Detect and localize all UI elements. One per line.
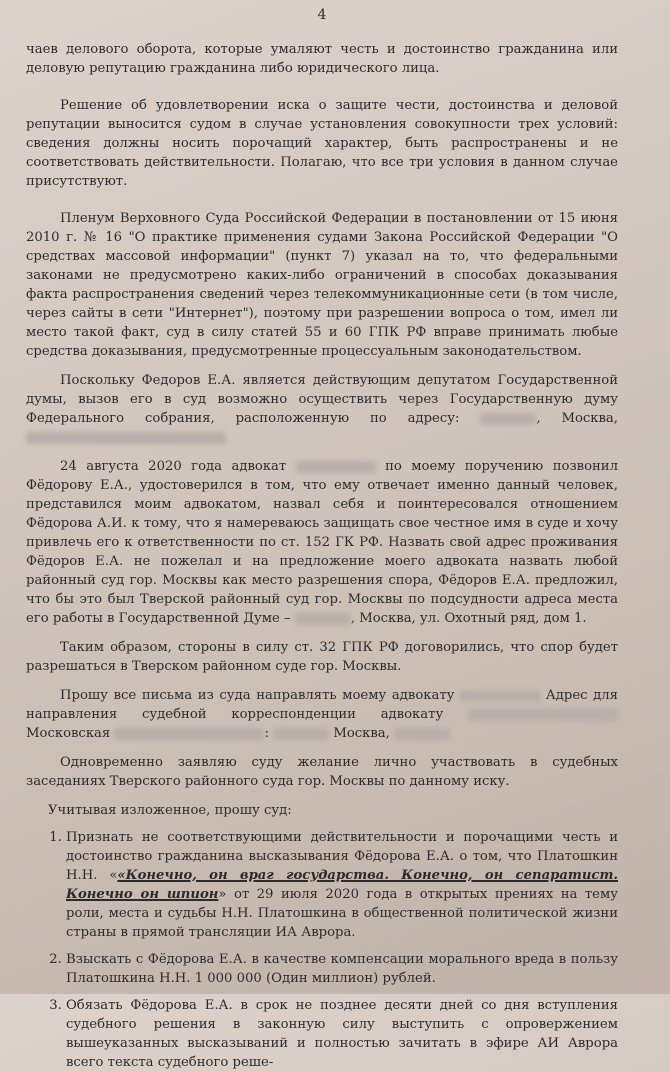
correspondence-city: Москва, [333, 726, 390, 741]
correspondence-address-label: Адрес для направления судебной корреспонденции адвокату [26, 688, 618, 722]
correspondence-text: Прошу все письма из суда направлять моему адвокату [60, 688, 455, 703]
page-number: 4 [317, 7, 327, 23]
redacted-postal-code-2 [273, 728, 329, 740]
paragraph-personal-participation: Одновременно заявляю суду желание лично участвовать в судебных заседаниях Тверского районного суда гор. Москвы по данному иску. [26, 755, 618, 789]
request-3-text: Обязать Фёдорова Е.А. в срок не позднее десяти дней со дня вступления судебного решения в законную силу выступить с опровержением вышеуказанных высказываний и полностью зачитать в эфире АИ Аврора всего текста судебного реше- [66, 998, 618, 1070]
request-item-2 [66, 950, 618, 988]
requests-list [26, 828, 618, 1072]
request-1-quote: «Конечно, он враг государства. Конечно, он сепаратист. Конечно он шпион [66, 868, 618, 902]
redacted-street-address [394, 728, 450, 740]
paragraph-correspondence [26, 686, 618, 743]
paragraph-lawyer-call [26, 457, 618, 628]
redacted-bar-association [114, 728, 264, 740]
request-item-1 [66, 828, 618, 942]
request-2-text: Взыскать с Фёдорова Е.А. в качестве компенсации морального вреда в пользу Платошкина Н.Н. 1 000 000 (Один миллион) рублей. [66, 952, 618, 986]
lawyer-call-date: 24 августа 2020 года адвокат [60, 459, 287, 474]
request-1-text-before: Признать не соответствующими действительности и порочащими честь и достоинство гражданина высказывания Фёдорова Е.А. о том, что Платошкин Н.Н. « [66, 830, 618, 883]
lawyer-call-text: по моему поручению позвонил Фёдорову Е.А., удостоверился в том, что ему отвечает именно данный человек, представился моим адвокатом, назвал себя и поинтересовался отношением Фёдорова А.И. к тому, что я намереваюсь защищать свое честное имя в суде и хочу привлечь его к ответственности по ст. 152 ГК РФ. Назвать свой адрес проживания Фёдоров Е.А. не пожелал и на предложение моего адвоката назвать любой районный суд гор. Москвы как место разрешения спора, Фёдоров Е.А. предложил, что бы это был Тверской районный суд гор. Москвы по подсудности адреса места его работы в Государственной Думе – [26, 459, 618, 626]
correspondence-colon: : [264, 726, 269, 741]
paragraph-jurisdiction-agreement: Таким образом, стороны в силу ст. 32 ГПК РФ договорились, что спор будет разрешаться в Тверском районном суде гор. Москвы. [26, 640, 618, 674]
request-1-text-after: » от 29 июля 2020 года в открытых прениях на тему роли, места и судьбы Н.Н. Платошкина в общественной политической жизни страны в прямой трансляции ИА Аврора. [66, 887, 618, 940]
summons-city: , Москва, [536, 411, 618, 426]
correspondence-region: Московская [26, 726, 111, 741]
paragraph-supreme-court-plenum: Пленум Верховного Суда Российской Федерации в постановлении от 15 июня 2010 г. № 16 "О практике применения судами Закона Российской Федерации "О средствах массовой информации" (пункт 7) указал на то, что федеральными законами не предусмотрено каких-либо ограничений в способах доказывания факта распространения сведений через телекоммуникационные сети (в том числе, через сайты в сети "Интернет"), поэтому при разрешении вопроса о том, имел ли место такой факт, суд в силу статей 55 и 60 ГПК РФ вправе принимать любые средства доказывания, предусмотренные процессуальным законодательством. [26, 211, 618, 359]
redacted-lawyer-name-2 [460, 690, 540, 702]
summons-text: Поскольку Федоров Е.А. является действующим депутатом Государственной думы, вызов его в суд возможно осуществить через Государственную думу Федерального собрания, расположенную по адресу: [26, 373, 618, 426]
paragraph-summons-duma [26, 371, 618, 447]
lawyer-call-address: , Москва, ул. Охотный ряд, дом 1. [350, 611, 587, 626]
redacted-lawyer-name [296, 461, 376, 473]
redacted-address [26, 432, 226, 444]
paragraph-request-intro: Учитывая изложенное, прошу суд: [48, 803, 292, 818]
paragraph-defamation-definition: чаев делового оборота, которые умаляют честь и достоинство гражданина или деловую репутацию гражданина либо юридического лица. [26, 42, 618, 76]
redacted-lawyer-name-3 [468, 709, 618, 721]
redacted-duma-postal-code [295, 613, 351, 625]
redacted-postal-code [480, 413, 536, 425]
paragraph-three-conditions: Решение об удовлетворении иска о защите чести, достоинства и деловой репутации выносится судом в случае установления совокупности трех условий: сведения должны носить порочащий характер, быть распространены и не соответствовать действительности. Полагаю, что все три условия в данном случае присутствуют. [26, 98, 618, 189]
request-item-3 [66, 996, 618, 1072]
